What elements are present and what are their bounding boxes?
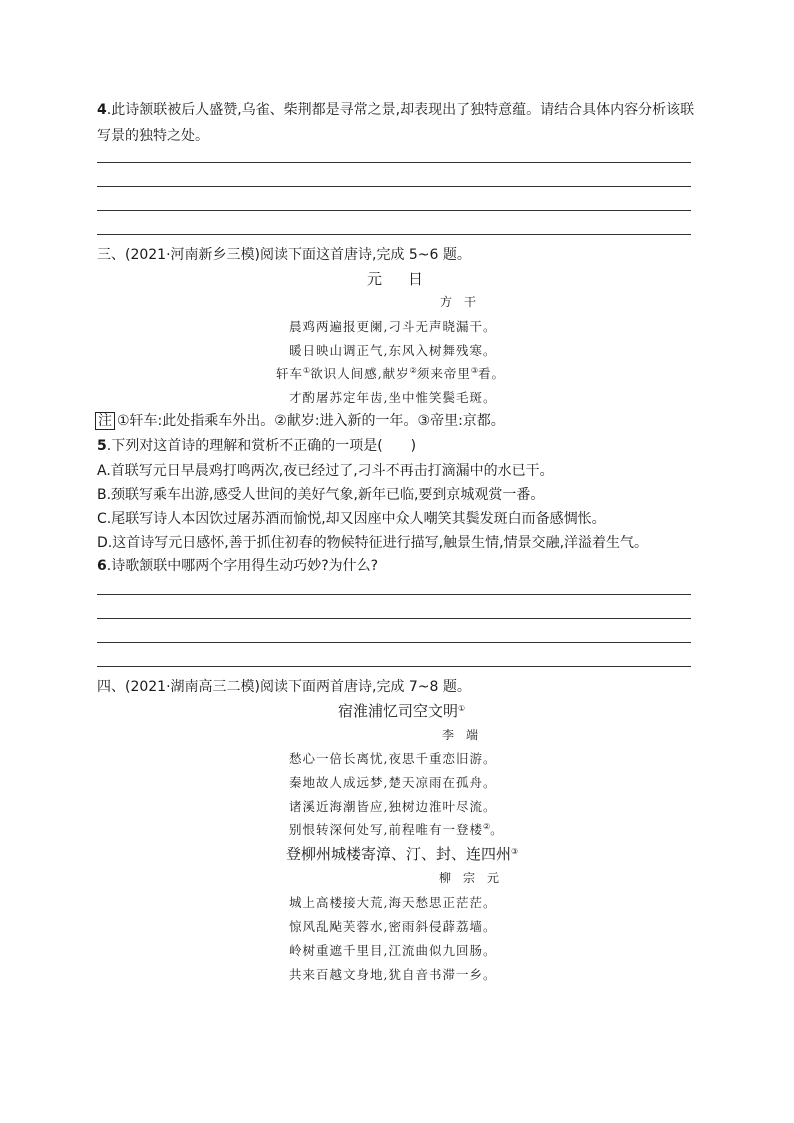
poem-author: 柳宗元	[439, 871, 512, 885]
poem-line: 共来百越文身地,犹自音书滞一乡。	[289, 967, 497, 982]
poem-line	[289, 820, 504, 838]
poem-title-text: 宿淮浦忆司空文明	[338, 702, 459, 720]
footnote-marker: ③	[511, 847, 519, 856]
footnote-marker: ①	[303, 366, 311, 375]
answer-line[interactable]	[97, 234, 691, 235]
footnote-marker: ①	[458, 704, 466, 713]
question-text: .此诗颔联被后人盛赞,乌雀、柴荆都是寻常之景,却表现出了独特意蕴。请结合具体内容分析该联	[106, 102, 695, 118]
poem-line: 才酌屠苏定年齿,坐中惟笑鬓毛斑。	[289, 390, 497, 405]
poem-text: 。	[490, 822, 504, 837]
answer-line[interactable]	[97, 594, 691, 595]
answer-line[interactable]	[97, 210, 691, 211]
note-text: ①轩车:此处指乘车外出。②献岁:进入新的一年。③帝里:京都。	[117, 413, 505, 429]
question-5-stem	[97, 436, 416, 456]
poem-title	[286, 843, 518, 864]
poem-line: 城上高楼接大荒,海天愁思正茫茫。	[289, 895, 497, 910]
section-4-heading: 四、(2021·湖南高三二模)阅读下面两首唐诗,完成 7~8 题。	[97, 679, 471, 695]
poem-text: 别恨转深何处写,前程唯有一登楼	[289, 822, 483, 837]
poem-title	[367, 268, 449, 289]
poem-text: 须来帝里	[416, 366, 471, 381]
section-3-heading: 三、(2021·河南新乡三模)阅读下面这首唐诗,完成 5~6 题。	[97, 247, 471, 263]
question-4-line1	[97, 100, 694, 120]
option-c[interactable]: C.尾联写诗人本因饮过屠苏酒而愉悦,却又因座中众人嘲笑其鬓发斑白而备感惆怅。	[97, 511, 606, 527]
poem-text: 欲识人间感,献岁	[310, 366, 410, 381]
answer-line[interactable]	[97, 642, 691, 643]
option-d[interactable]: D.这首诗写元日感怀,善于抓住初春的物候特征进行描写,触景生情,情景交融,洋溢着生气。	[97, 535, 649, 551]
note	[95, 411, 505, 431]
option-a[interactable]: A.首联写元日早晨鸡打鸣两次,夜已经过了,刁斗不再击打滴漏中的水已干。	[97, 463, 554, 479]
question-6-stem	[97, 556, 378, 576]
option-b[interactable]: B.颈联写乘车出游,感受人世间的美好气象,新年已临,要到京城观赏一番。	[97, 487, 545, 503]
question-number: 5	[97, 438, 107, 454]
footnote-marker: ②	[482, 822, 491, 831]
poem-line: 晨鸡两遍报更阑,刁斗无声晓漏干。	[289, 319, 497, 334]
question-number: 6	[97, 558, 107, 574]
poem-text: 轩车	[276, 366, 304, 381]
poem-title-text: 登柳州城楼寄漳、汀、封、连四州	[286, 845, 512, 863]
note-label: 注	[95, 412, 115, 430]
question-text: .诗歌颔联中哪两个字用得生动巧妙?为什么?	[106, 558, 379, 574]
answer-line[interactable]	[97, 618, 691, 619]
answer-line[interactable]	[97, 666, 691, 667]
poem-line: 暖日映山调正气,东风入树舞残寒。	[289, 343, 497, 358]
poem-text: 看。	[478, 366, 506, 381]
poem-title	[338, 700, 465, 721]
poem-line: 诸溪近海潮皆应,独树边淮叶尽流。	[289, 799, 497, 814]
question-number: 4	[97, 102, 107, 118]
poem-line	[276, 364, 505, 382]
poem-line: 惊风乱飐芙蓉水,密雨斜侵薜荔墙。	[289, 919, 497, 934]
question-text: .下列对这首诗的理解和赏析不正确的一项是( )	[106, 438, 417, 454]
question-4-line2: 写景的独特之处。	[97, 128, 209, 144]
poem-line: 愁心一倍长离忧,夜思千重恋旧游。	[289, 751, 497, 766]
poem-title-text: 元日	[367, 270, 450, 288]
footnote-marker: ②	[409, 366, 417, 375]
answer-line[interactable]	[97, 186, 691, 187]
poem-line: 岭树重遮千里目,江流曲似九回肠。	[289, 943, 497, 958]
poem-author: 李端	[442, 728, 491, 742]
answer-line[interactable]	[97, 162, 691, 163]
poem-line: 秦地故人成远梦,楚天凉雨在孤舟。	[289, 775, 497, 790]
footnote-marker: ③	[470, 366, 479, 375]
poem-author: 方干	[440, 295, 489, 309]
